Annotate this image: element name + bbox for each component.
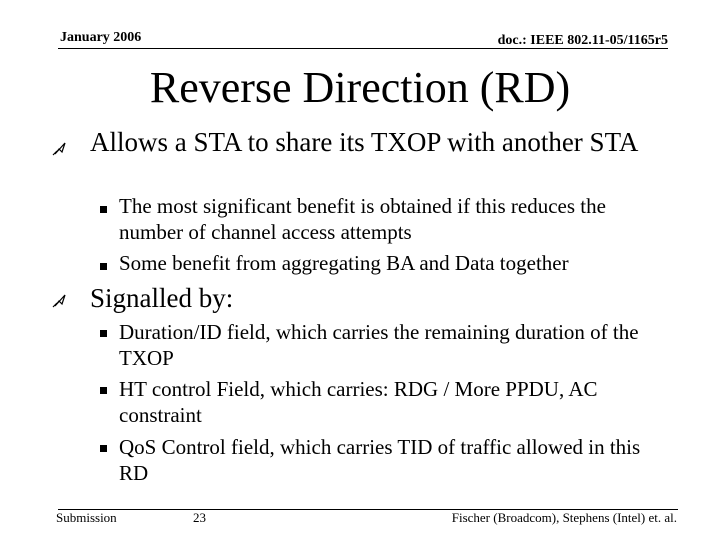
- bullet-1-text: Allows a STA to share its TXOP with another STA: [90, 127, 639, 157]
- bullet-2-sub-3: QoS Control field, which carries TID of traffic allowed in this RD: [119, 435, 641, 485]
- bullet-2-sub-2: HT control Field, which carries: RDG / More PPDU, AC constraint: [119, 377, 598, 427]
- square-bullet-icon: [100, 330, 107, 337]
- footer-authors: Fischer (Broadcom), Stephens (Intel) et. al.: [451, 510, 677, 525]
- bullet-1-sub-2: Some benefit from aggregating BA and Data together: [119, 251, 569, 275]
- bullet-2-sub-1: Duration/ID field, which carries the remaining duration of the TXOP: [119, 320, 639, 370]
- footer-submission: Submission: [56, 510, 117, 525]
- square-bullet-icon: [100, 263, 107, 270]
- hollow-arrow-bullet-icon: [52, 292, 68, 308]
- header-divider: [58, 48, 668, 49]
- square-bullet-icon: [100, 206, 107, 213]
- hollow-arrow-bullet-icon: [52, 140, 68, 156]
- slide-title: Reverse Direction (RD): [149, 63, 571, 112]
- bullet-1-sub-1: The most significant benefit is obtained if this reduces the number of channel access attempts: [119, 194, 606, 244]
- square-bullet-icon: [100, 445, 107, 452]
- header-date: January 2006: [60, 30, 142, 45]
- square-bullet-icon: [100, 387, 107, 394]
- header-doc-id: doc.: IEEE 802.11-05/1165r5: [497, 33, 668, 48]
- bullet-2-text: Signalled by:: [90, 283, 234, 313]
- footer-page-number: 23: [193, 510, 206, 525]
